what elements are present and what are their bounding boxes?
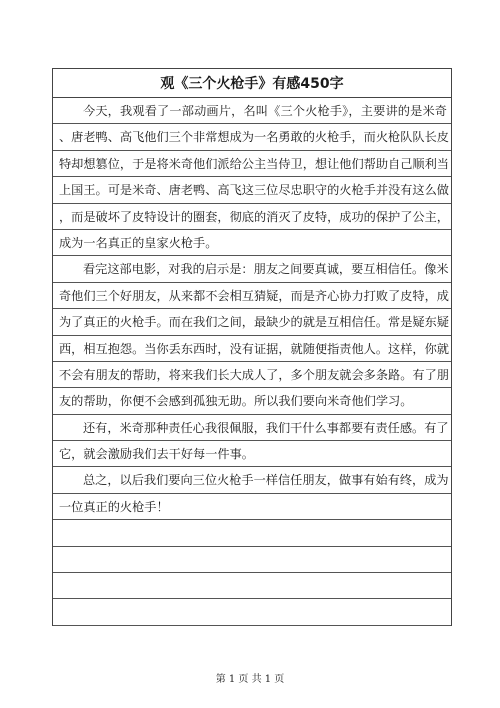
empty-ruled-line bbox=[53, 520, 451, 546]
essay-line: 、唐老鸭、高飞他们三个非常想成为一名勇敢的火枪手，而火枪队队长皮 bbox=[53, 124, 451, 150]
essay-line: 成为一名真正的皇家火枪手。 bbox=[53, 230, 451, 256]
empty-ruled-line bbox=[53, 547, 451, 573]
essay-line: 奇他们三个好朋友，从来都不会相互猜疑，而是齐心协力打败了皮特，成 bbox=[53, 283, 451, 309]
essay-line: 今天，我观看了一部动画片，名叫《三个火枪手》，主要讲的是米奇 bbox=[53, 98, 451, 124]
essay-line: 看完这部电影，对我的启示是：朋友之间要真诚，要互相信任。像米 bbox=[53, 256, 451, 282]
page-footer: 第 1 页 共 1 页 bbox=[215, 674, 285, 685]
essay-line: 友的帮助，你便不会感到孤独无助。所以我们要向米奇他们学习。 bbox=[53, 388, 451, 414]
essay-line: 总之，以后我们要向三位火枪手一样信任朋友，做事有始有终，成为 bbox=[53, 467, 451, 493]
empty-ruled-line bbox=[53, 573, 451, 599]
essay-sheet bbox=[52, 68, 452, 626]
essay-line: 西，相互抱怨。当你丢东西时，没有证据，就随便指责他人。这样，你就 bbox=[53, 336, 451, 362]
essay-title: 观《三个火枪手》有感450字 bbox=[53, 69, 451, 98]
essay-line: 不会有朋友的帮助，将来我们长大成人了，多个朋友就会多条路。有了朋 bbox=[53, 362, 451, 388]
essay-line: ，而是破坏了皮特设计的圈套，彻底的消灭了皮特，成功的保护了公主， bbox=[53, 204, 451, 230]
essay-line: 为了真正的火枪手。而在我们之间，最缺少的就是互相信任。常是疑东疑 bbox=[53, 309, 451, 335]
essay-line: 一位真正的火枪手！ bbox=[53, 494, 451, 520]
essay-line: 还有，米奇那种责任心我很佩服，我们干什么事都要有责任感。有了 bbox=[53, 415, 451, 441]
essay-line: 特却想篡位，于是将米奇他们派给公主当侍卫，想让他们帮助自己顺利当 bbox=[53, 151, 451, 177]
empty-ruled-line bbox=[53, 599, 451, 625]
essay-line: 上国王。可是米奇、唐老鸭、高飞这三位尽忠职守的火枪手并没有这么做 bbox=[53, 177, 451, 203]
ruled-lines bbox=[53, 98, 451, 626]
essay-line: 它，就会激励我们去干好每一件事。 bbox=[53, 441, 451, 467]
